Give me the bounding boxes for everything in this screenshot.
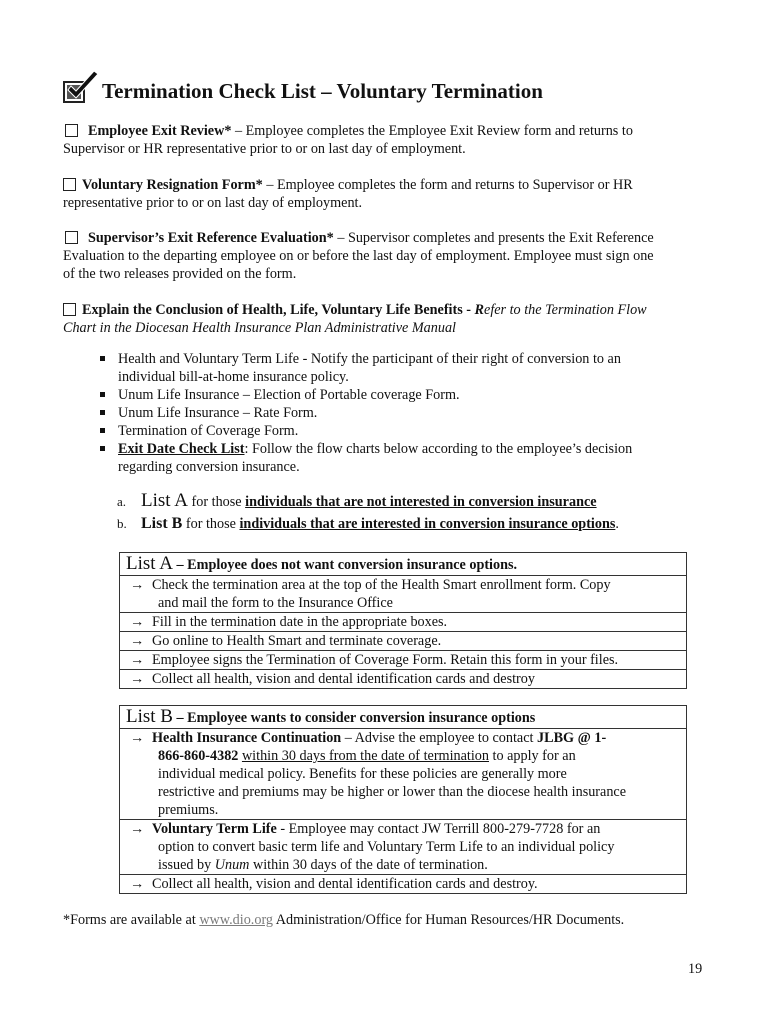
table-row — [120, 729, 687, 820]
list-description: individuals that are interested in conversion insurance options — [239, 516, 616, 532]
item-exit-review — [63, 122, 703, 158]
row-text: issued by — [158, 857, 215, 873]
table-row — [120, 613, 687, 632]
bullet-text: Unum Life Insurance – Rate Form. — [118, 405, 318, 421]
list-letter: b. — [117, 516, 127, 531]
row-heading: Voluntary Term Life — [152, 821, 277, 837]
item-resignation-form — [63, 176, 703, 212]
title-text: Termination Check List – Voluntary Termination — [102, 79, 543, 103]
row-text: premiums. — [158, 802, 219, 818]
bullet-text: Health and Voluntary Term Life - Notify the participant of their right of conversion to an — [118, 351, 621, 367]
row-text: individual medical policy. Benefits for these policies are generally more — [158, 766, 567, 782]
row-heading: Health Insurance Continuation — [152, 730, 342, 746]
list-end: . — [615, 516, 619, 532]
item-text: – Employee completes the Employee Exit Review form and returns to — [231, 123, 633, 139]
row-text: within 30 days of the date of termination. — [249, 857, 488, 873]
item-heading: Explain the Conclusion of Health, Life, Voluntary Life Benefits - — [82, 302, 475, 318]
bullet-icon — [100, 392, 105, 397]
bullet-icon — [100, 428, 105, 433]
row-text: – Advise the employee to contact — [341, 730, 538, 746]
arrow-right-icon: → — [130, 730, 145, 746]
checkbox[interactable] — [65, 124, 78, 137]
table-row — [120, 670, 687, 689]
exit-date-checklist-label: Exit Date Check List — [118, 441, 245, 457]
arrow-right-icon: → — [130, 671, 145, 687]
item-text-line2: Evaluation to the departing employee on or before the last day of employment. Employee must sign one — [63, 248, 654, 264]
row-text: option to convert basic term life and Voluntary Term Life to an individual policy — [158, 839, 615, 855]
row-text: - Employee may contact JW Terrill 800-279-7728 for an — [276, 821, 601, 837]
row-text: Go online to Health Smart and terminate coverage. — [152, 633, 442, 649]
list-item — [100, 386, 700, 404]
arrow-right-icon: → — [130, 821, 145, 837]
list-letter: a. — [117, 494, 127, 509]
list-a-intro — [117, 492, 717, 511]
item-text-line2: Supervisor or HR representative prior to or on last day of employment. — [63, 141, 466, 157]
list-title: – Employee does not want conversion insurance options. — [172, 557, 518, 573]
table-row — [120, 651, 687, 670]
row-contact: 866-860-4382 — [158, 748, 239, 764]
row-contact: JLBG @ 1- — [537, 730, 607, 746]
list-name: List B — [141, 515, 183, 532]
row-text: and mail the form to the Insurance Office — [158, 595, 393, 611]
item-heading: Voluntary Resignation Form* — [82, 177, 263, 193]
bullet-text: individual bill-at-home insurance policy. — [118, 369, 349, 385]
checkbox[interactable] — [63, 178, 76, 191]
list-b-table — [119, 705, 687, 894]
arrow-right-icon: → — [130, 633, 145, 649]
arrow-right-icon: → — [130, 652, 145, 668]
row-text: Collect all health, vision and dental identification cards and destroy — [152, 671, 535, 687]
item-ref-initial: R — [474, 302, 485, 318]
item-exit-reference — [63, 229, 703, 283]
row-text: Check the termination area at the top of the Health Smart enrollment form. Copy — [152, 577, 611, 593]
checked-box-icon — [62, 70, 102, 106]
list-item — [100, 422, 700, 440]
list-for: for those — [187, 494, 246, 510]
arrow-right-icon: → — [130, 577, 145, 593]
item-heading: Supervisor’s Exit Reference Evaluation* — [88, 230, 334, 246]
list-a-header — [120, 553, 687, 576]
table-row — [120, 576, 687, 613]
list-name: List A — [126, 553, 173, 574]
list-name: List B — [126, 706, 173, 727]
item-text-line3: of the two releases provided on the form. — [63, 266, 297, 282]
row-deadline: within 30 days from the date of termination — [241, 748, 489, 764]
list-b-header — [120, 706, 687, 729]
table-row — [120, 820, 687, 875]
item-benefits — [63, 301, 703, 337]
bullet-icon — [100, 446, 105, 451]
item-text: – Employee completes the form and returns to Supervisor or HR — [262, 177, 633, 193]
bullet-text: Unum Life Insurance – Election of Portable coverage Form. — [118, 387, 460, 403]
footnote-text: Administration/Office for Human Resources/HR Documents. — [273, 912, 625, 928]
list-description: individuals that are not interested in conversion insurance — [245, 494, 597, 510]
list-b-intro — [117, 515, 717, 533]
list-item — [100, 350, 700, 386]
list-title: – Employee wants to consider conversion insurance options — [172, 710, 536, 726]
bullet-icon — [100, 410, 105, 415]
list-item — [100, 440, 700, 476]
benefit-bullet-list — [100, 350, 700, 476]
list-for: for those — [182, 516, 240, 532]
page-number: 19 — [688, 961, 703, 977]
row-text: restrictive and premiums may be higher or lower than the diocese health insurance — [158, 784, 627, 800]
bullet-text: Termination of Coverage Form. — [118, 423, 299, 439]
table-row — [120, 875, 687, 894]
row-text: to apply for an — [488, 748, 576, 764]
page-title — [62, 68, 712, 108]
item-text-line2: Chart in the Diocesan Health Insurance Plan Administrative Manual — [63, 320, 457, 336]
checkbox[interactable] — [65, 231, 78, 244]
footnote-text: *Forms are available at — [63, 912, 200, 928]
item-heading: Employee Exit Review* — [88, 123, 232, 139]
item-ref-text: efer to the Termination Flow — [484, 302, 647, 318]
row-text: Collect all health, vision and dental identification cards and destroy. — [152, 876, 538, 892]
table-row — [120, 632, 687, 651]
item-text: – Supervisor completes and presents the Exit Reference — [333, 230, 654, 246]
arrow-right-icon: → — [130, 614, 145, 630]
list-a-table — [119, 552, 687, 689]
forms-footnote — [63, 911, 723, 929]
checkbox[interactable] — [63, 303, 76, 316]
item-text-line2: representative prior to or on last day of employment. — [63, 195, 363, 211]
arrow-right-icon: → — [130, 876, 145, 892]
dio-link[interactable]: www.dio.org — [199, 912, 274, 928]
bullet-text: : Follow the flow charts below according to the employee’s decision — [244, 441, 633, 457]
bullet-text: regarding conversion insurance. — [118, 459, 300, 475]
row-text: Employee signs the Termination of Coverage Form. Retain this form in your files. — [152, 652, 619, 668]
row-text: Fill in the termination date in the appropriate boxes. — [152, 614, 448, 630]
bullet-icon — [100, 356, 105, 361]
list-name: List A — [141, 490, 188, 511]
row-insurer: Unum — [214, 857, 250, 873]
list-item — [100, 404, 700, 422]
